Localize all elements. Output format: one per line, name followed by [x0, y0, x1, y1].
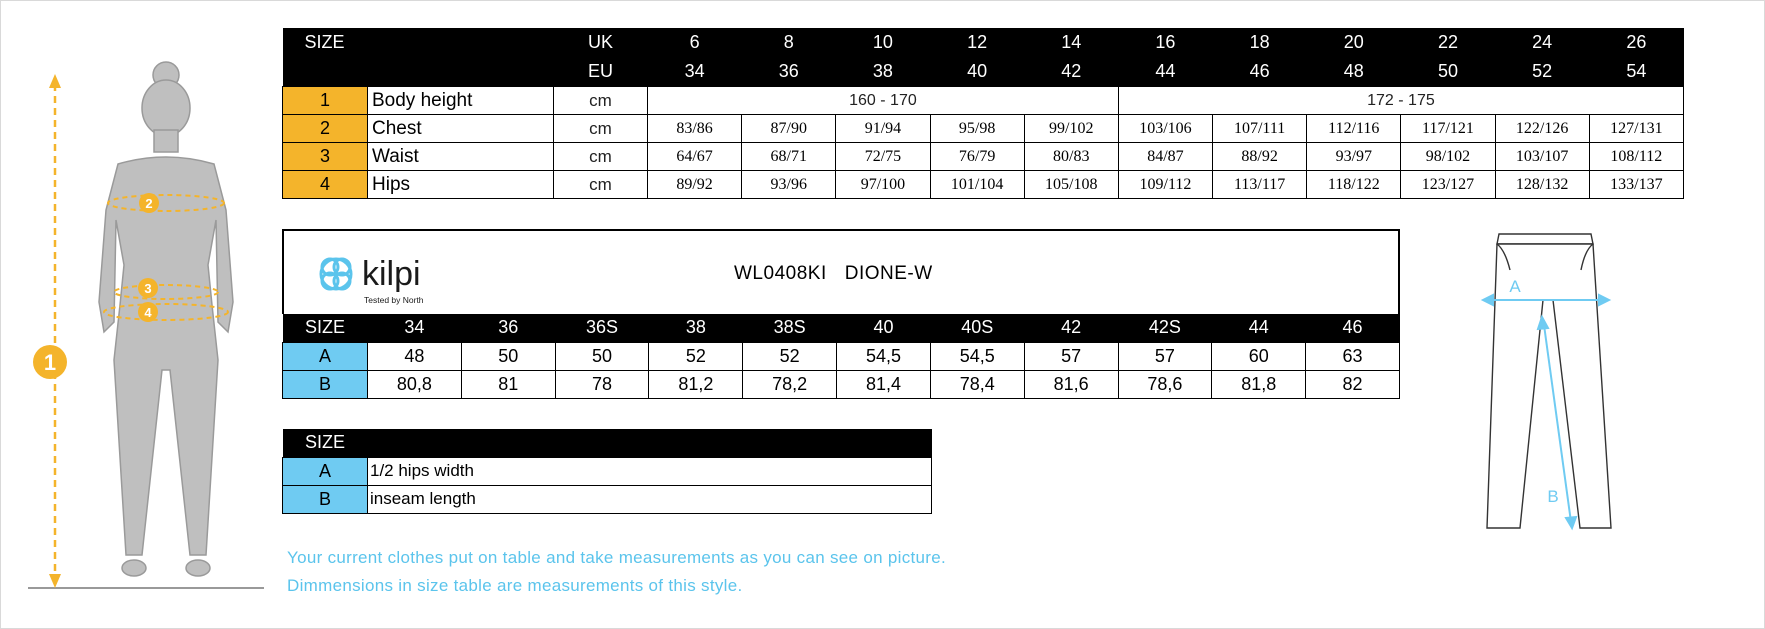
measurement-legend-table: [282, 429, 932, 514]
table-cell: 127/131: [1589, 115, 1683, 143]
table-cell: 109/112: [1118, 171, 1212, 199]
uk-size: 16: [1118, 28, 1212, 57]
table-cell: 57: [1118, 342, 1212, 370]
row-unit: cm: [554, 143, 648, 171]
table-cell: 78,6: [1118, 370, 1212, 398]
brand-tagline: Tested by North: [364, 295, 424, 305]
legend-header-row: [283, 429, 932, 457]
pants-marker: B: [1547, 487, 1559, 506]
row-label: Chest: [368, 115, 554, 143]
table-cell: 84/87: [1118, 143, 1212, 171]
size-cell: 44: [1212, 314, 1306, 342]
table-cell: 89/92: [648, 171, 742, 199]
table-cell: 98/102: [1401, 143, 1495, 171]
size-cell: 36S: [555, 314, 649, 342]
body-height-row: [283, 87, 1684, 115]
table-cell: 78,2: [743, 370, 837, 398]
body-size-table: [282, 28, 1684, 199]
table-cell: 81: [461, 370, 555, 398]
chest-row: [283, 115, 1684, 143]
uk-size: 12: [930, 28, 1024, 57]
table-cell: 97/100: [836, 171, 930, 199]
table-cell: 133/137: [1589, 171, 1683, 199]
eu-size-row: [283, 57, 1684, 87]
height-range: 160 - 170: [648, 87, 1119, 115]
marker-number: 1: [43, 350, 57, 375]
table-cell: 103/106: [1118, 115, 1212, 143]
table-cell: 117/121: [1401, 115, 1495, 143]
table-cell: 99/102: [1024, 115, 1118, 143]
waist-row: [283, 143, 1684, 171]
eu-size: 36: [742, 57, 836, 87]
kilpi-logo: [310, 245, 470, 307]
table-cell: 81,8: [1212, 370, 1306, 398]
table-cell: 81,4: [837, 370, 931, 398]
eu-size: 48: [1307, 57, 1401, 87]
row-label: Waist: [368, 143, 554, 171]
table-cell: 128/132: [1495, 171, 1589, 199]
instruction-note: Dimmensions in size table are measurements of this style.: [287, 576, 743, 595]
hips-row: [283, 171, 1684, 199]
table-cell: 78: [555, 370, 649, 398]
eu-size: 34: [648, 57, 742, 87]
table-cell: 95/98: [930, 115, 1024, 143]
table-cell: 82: [1306, 370, 1400, 398]
legend-key: A: [283, 457, 368, 485]
table-cell: 112/116: [1307, 115, 1401, 143]
legend-key: B: [283, 485, 368, 513]
table-cell: 118/122: [1307, 171, 1401, 199]
row-unit: cm: [554, 115, 648, 143]
table-cell: 50: [555, 342, 649, 370]
row-label: Hips: [368, 171, 554, 199]
uk-size: 10: [836, 28, 930, 57]
table-cell: 78,4: [930, 370, 1024, 398]
table-cell: 91/94: [836, 115, 930, 143]
measurement-row-b: [283, 370, 1400, 398]
row-unit: cm: [554, 171, 648, 199]
table-cell: 108/112: [1589, 143, 1683, 171]
table-cell: 93/97: [1307, 143, 1401, 171]
body-figure-illustration: [28, 60, 268, 600]
row-label: Body height: [368, 87, 554, 115]
size-cell: 38S: [743, 314, 837, 342]
product-size-row: [283, 314, 1400, 342]
uk-size: 20: [1307, 28, 1401, 57]
size-cell: 36: [461, 314, 555, 342]
eu-size: 46: [1213, 57, 1307, 87]
uk-size: 26: [1589, 28, 1683, 57]
marker-number: 3: [144, 281, 152, 296]
eu-size: 44: [1118, 57, 1212, 87]
row-number: 3: [283, 143, 368, 171]
eu-size: 38: [836, 57, 930, 87]
uk-size: 6: [648, 28, 742, 57]
uk-size: 14: [1024, 28, 1118, 57]
uk-size: 18: [1213, 28, 1307, 57]
table-cell: 76/79: [930, 143, 1024, 171]
size-header: SIZE: [283, 429, 368, 457]
table-cell: 72/75: [836, 143, 930, 171]
eu-label: EU: [554, 57, 648, 87]
table-cell: 54,5: [837, 342, 931, 370]
table-cell: 107/111: [1213, 115, 1307, 143]
table-cell: 57: [1024, 342, 1118, 370]
table-cell: 113/117: [1213, 171, 1307, 199]
legend-row-a: [283, 457, 932, 485]
measurement-row-a: [283, 342, 1400, 370]
table-cell: 103/107: [1495, 143, 1589, 171]
instruction-note: Your current clothes put on table and take measurements as you can see on picture.: [287, 548, 947, 567]
legend-row-b: [283, 485, 932, 513]
table-cell: 54,5: [930, 342, 1024, 370]
table-cell: 52: [649, 342, 743, 370]
table-cell: 52: [743, 342, 837, 370]
uk-size: 24: [1495, 28, 1589, 57]
table-cell: 83/86: [648, 115, 742, 143]
product-title: [734, 263, 951, 285]
eu-size: 54: [1589, 57, 1683, 87]
measurement-key: B: [283, 370, 368, 398]
size-cell: 40: [837, 314, 931, 342]
eu-size: 42: [1024, 57, 1118, 87]
table-cell: 80/83: [1024, 143, 1118, 171]
marker-number: 2: [145, 196, 153, 211]
size-cell: 46: [1306, 314, 1400, 342]
measurement-key: A: [283, 342, 368, 370]
product-style: DIONE-W: [844, 263, 933, 284]
size-header: SIZE: [283, 314, 368, 342]
size-cell: 40S: [930, 314, 1024, 342]
product-code: WL0408KI: [734, 263, 827, 284]
size-header: SIZE: [283, 28, 368, 57]
table-cell: 101/104: [930, 171, 1024, 199]
legend-description: 1/2 hips width: [368, 457, 932, 485]
table-cell: 93/96: [742, 171, 836, 199]
uk-size-row: [283, 28, 1684, 57]
table-cell: 81,6: [1024, 370, 1118, 398]
height-range: 172 - 175: [1118, 87, 1683, 115]
pants-marker: A: [1509, 277, 1521, 296]
eu-size: 40: [930, 57, 1024, 87]
table-cell: 88/92: [1213, 143, 1307, 171]
table-cell: 87/90: [742, 115, 836, 143]
row-number: 2: [283, 115, 368, 143]
eu-size: 50: [1401, 57, 1495, 87]
table-cell: 122/126: [1495, 115, 1589, 143]
table-cell: 64/67: [648, 143, 742, 171]
table-cell: 48: [368, 342, 462, 370]
table-cell: 105/108: [1024, 171, 1118, 199]
uk-size: 22: [1401, 28, 1495, 57]
table-cell: 81,2: [649, 370, 743, 398]
size-cell: 42S: [1118, 314, 1212, 342]
size-cell: 34: [368, 314, 462, 342]
table-cell: 123/127: [1401, 171, 1495, 199]
marker-number: 4: [144, 305, 152, 320]
size-cell: 38: [649, 314, 743, 342]
size-cell: 42: [1024, 314, 1118, 342]
row-unit: cm: [554, 87, 648, 115]
row-number: 4: [283, 171, 368, 199]
table-cell: 63: [1306, 342, 1400, 370]
brand-name: kilpi: [362, 255, 421, 293]
row-number: 1: [283, 87, 368, 115]
table-cell: 50: [461, 342, 555, 370]
legend-description: inseam length: [368, 485, 932, 513]
product-header: [282, 229, 1400, 314]
eu-size: 52: [1495, 57, 1589, 87]
product-size-table: [282, 314, 1400, 399]
uk-label: UK: [554, 28, 648, 57]
table-cell: 60: [1212, 342, 1306, 370]
table-cell: 80,8: [368, 370, 462, 398]
pants-illustration: [1465, 230, 1635, 535]
uk-size: 8: [742, 28, 836, 57]
table-cell: 68/71: [742, 143, 836, 171]
